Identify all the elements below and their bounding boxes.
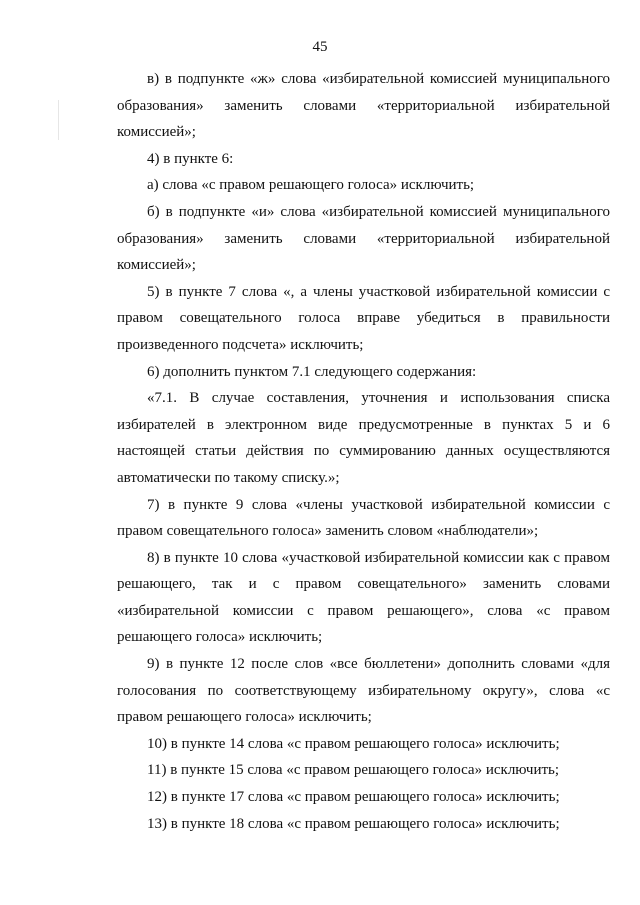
paragraph-4: 4) в пункте 6:	[147, 150, 234, 167]
paragraph-5: 5) в пункте 7 слова «, а члены участковой избирательной комиссии с правом совещательного голоса вправе убедиться в правильности произведенного подсчета» исключить;	[117, 283, 610, 353]
page-number: 45	[312, 39, 328, 55]
paragraph-11: 11) в пункте 15 слова «с правом решающего голоса» исключить;	[147, 762, 560, 779]
paragraph-7-1-quote: «7.1. В случае составления, уточнения и использования списка избирателей в электронном виде предусмотренные в пунктах 5 и 6 настоящей статьи действия по суммированию данных осуществляются автоматически по такому списку.»;	[117, 390, 610, 486]
paragraph-8: 8) в пункте 10 слова «участковой избирательной комиссии как с правом решающего, так и с правом совещательного» заменить словами «избирательной комиссии с правом решающего», слова «с правом решающего голоса» исключить;	[117, 549, 610, 646]
paragraph-7: 7) в пункте 9 слова «члены участковой избирательной комиссии с правом совещательного голоса» заменить словом «наблюдатели»;	[117, 496, 610, 540]
paragraph-v-zh: в) в подпункте «ж» слова «избирательной комиссией муниципального образования» заменить словами «территориальной избирательной комиссией»;	[117, 71, 610, 141]
document-body	[117, 66, 610, 837]
paragraph-12: 12) в пункте 17 слова «с правом решающего голоса» исключить;	[147, 789, 560, 806]
paragraph-6: 6) дополнить пунктом 7.1 следующего содержания:	[147, 363, 477, 380]
paragraph-4-a: а) слова «с правом решающего голоса» исключить;	[147, 177, 475, 194]
paragraph-4-b: б) в подпункте «и» слова «избирательной комиссией муниципального образования» заменить словами «территориальной избирательной комиссией»;	[117, 203, 610, 274]
paragraph-9: 9) в пункте 12 после слов «все бюллетени» дополнить словами «для голосования по соответствующему избирательному округу», слова «с правом решающего голоса» исключить;	[117, 656, 610, 726]
paragraph-13: 13) в пункте 18 слова «с правом решающего голоса» исключить;	[147, 815, 560, 832]
paragraph-10: 10) в пункте 14 слова «с правом решающего голоса» исключить;	[147, 735, 560, 752]
scan-artifact	[58, 100, 59, 140]
